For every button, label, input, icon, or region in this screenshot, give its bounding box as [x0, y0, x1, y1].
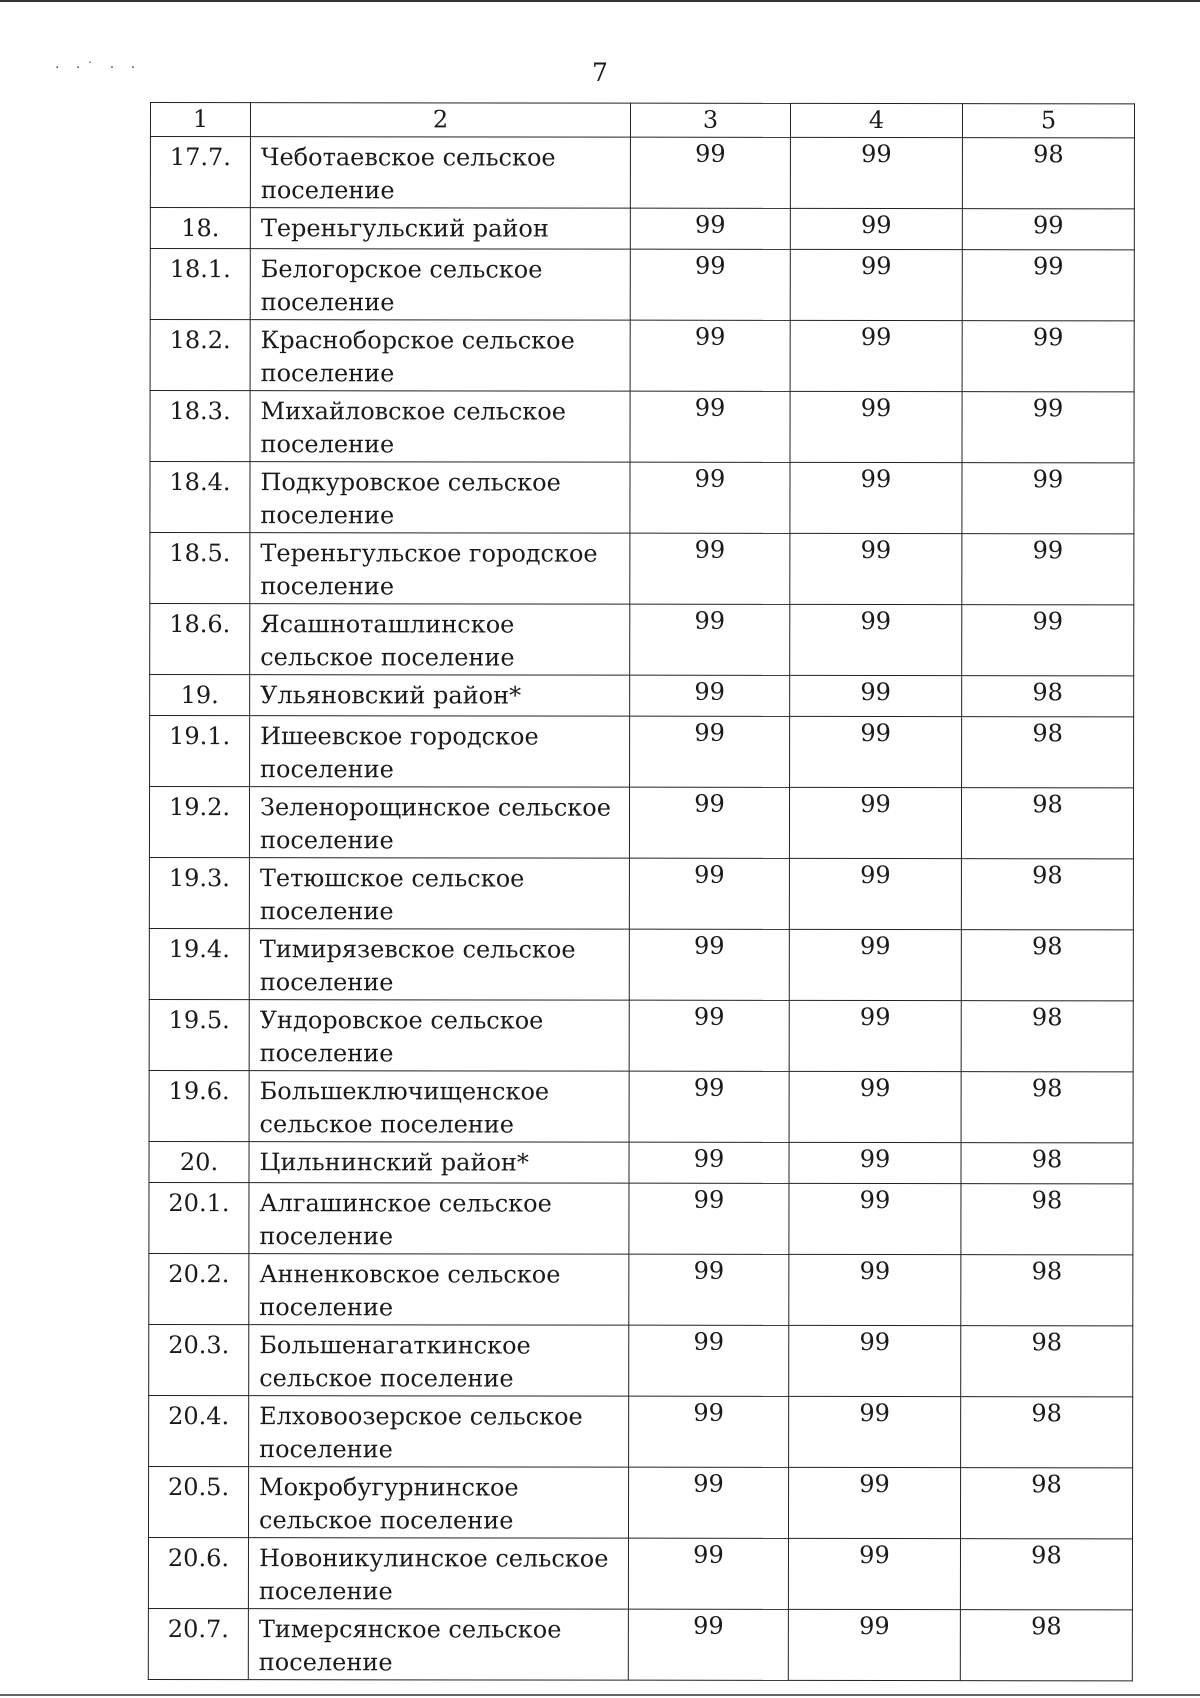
value-cell-col5: 98 [961, 1397, 1133, 1468]
value-cell-col5: 99 [962, 605, 1134, 676]
table-row [150, 391, 1134, 463]
value-cell-col3: 99 [630, 716, 790, 787]
value-cell-col5: 98 [962, 676, 1134, 717]
value-cell-col3: 99 [629, 1183, 789, 1254]
row-number-cell: 20.3. [149, 1324, 249, 1395]
row-number-cell: 19.4. [149, 928, 249, 999]
row-number-cell: 20. [149, 1141, 249, 1182]
value-cell-col5: 98 [961, 1326, 1133, 1397]
settlement-name-cell: Тереньгульское городское поселение [250, 533, 630, 605]
settlement-name-cell: Тимирязевское сельское поселение [249, 929, 629, 1001]
scan-artifact-specks: · ·˙ · · [55, 60, 142, 76]
table-row [149, 787, 1133, 859]
value-cell-col4: 99 [790, 604, 962, 675]
table-row [149, 1070, 1133, 1142]
value-cell-col3: 99 [630, 320, 790, 391]
table-row [150, 533, 1134, 605]
value-cell-col5: 98 [960, 1468, 1132, 1539]
table-row [150, 137, 1134, 209]
page-bottom-rule [0, 1694, 1200, 1696]
table-row [149, 1253, 1133, 1325]
value-cell-col4: 99 [789, 1254, 961, 1325]
value-cell-col3: 99 [630, 462, 790, 533]
row-number-cell: 19.1. [150, 716, 250, 787]
value-cell-col3: 99 [630, 533, 790, 604]
value-cell-col5: 98 [962, 717, 1134, 788]
row-number-cell: 17.7. [150, 137, 250, 208]
settlement-name-cell: Новоникулинское сельское поселение [248, 1538, 628, 1610]
value-cell-col3: 99 [628, 1467, 788, 1538]
row-number-cell: 19.6. [149, 1070, 249, 1141]
value-cell-col4: 99 [790, 249, 962, 320]
row-number-cell: 18.2. [150, 320, 250, 391]
value-cell-col5: 98 [961, 1143, 1133, 1184]
value-cell-col5: 98 [961, 1184, 1133, 1255]
value-cell-col4: 99 [790, 208, 962, 249]
value-cell-col4: 99 [790, 533, 962, 604]
table-row [150, 462, 1134, 534]
settlement-name-cell: Большенагаткинское сельское поселение [249, 1325, 629, 1397]
header-cell-5: 5 [962, 104, 1134, 138]
value-cell-col5: 98 [961, 859, 1133, 930]
settlement-name-cell: Белогорское сельское поселение [250, 249, 630, 321]
value-cell-col5: 99 [962, 209, 1134, 250]
table-row [150, 320, 1134, 392]
settlement-name-cell: Мокробугурнинское сельское поселение [248, 1467, 628, 1539]
settlement-name-cell: Подкуровское сельское поселение [250, 462, 630, 534]
value-cell-col3: 99 [630, 249, 790, 320]
row-number-cell: 20.6. [148, 1537, 248, 1608]
value-cell-col5: 98 [961, 930, 1133, 1001]
value-cell-col5: 98 [961, 788, 1133, 859]
settlement-name-cell: Ульяновский район* [250, 675, 630, 717]
value-cell-col4: 99 [790, 675, 962, 716]
table-row [149, 857, 1133, 929]
table-row [149, 999, 1133, 1071]
settlement-name-cell: Красноборское сельское поселение [250, 320, 630, 392]
row-number-cell: 18.1. [150, 249, 250, 320]
settlement-name-cell: Тимерсянское сельское поселение [248, 1609, 628, 1681]
row-number-cell: 18.5. [150, 533, 250, 604]
value-cell-col5: 99 [962, 534, 1134, 605]
value-cell-col3: 99 [629, 858, 789, 929]
row-number-cell: 19.5. [149, 999, 249, 1070]
header-cell-3: 3 [630, 103, 790, 137]
table-header [150, 103, 1134, 138]
value-cell-col3: 99 [630, 208, 790, 249]
settlement-name-cell: Елховоозерское сельское поселение [249, 1396, 629, 1468]
value-cell-col3: 99 [629, 1254, 789, 1325]
settlement-name-cell: Алгашинское сельское поселение [249, 1183, 629, 1255]
value-cell-col4: 99 [789, 1396, 961, 1467]
row-number-cell: 20.4. [149, 1395, 249, 1466]
table-row [150, 249, 1134, 321]
header-cell-1: 1 [150, 103, 250, 137]
value-cell-col4: 99 [790, 137, 962, 208]
value-cell-col4: 99 [790, 716, 962, 787]
page-top-rule [0, 0, 1200, 2]
value-cell-col5: 98 [960, 1539, 1132, 1610]
value-cell-col4: 99 [789, 1325, 961, 1396]
value-cell-col3: 99 [630, 604, 790, 675]
settlement-name-cell: Ишеевское городское поселение [250, 716, 630, 788]
value-cell-col3: 99 [629, 1325, 789, 1396]
value-cell-col3: 99 [628, 1538, 788, 1609]
value-cell-col4: 99 [789, 858, 961, 929]
settlement-name-cell: Большеключищенское сельское поселение [249, 1071, 629, 1143]
value-cell-col3: 99 [629, 1142, 789, 1183]
value-cell-col5: 99 [962, 392, 1134, 463]
value-cell-col4: 99 [788, 1467, 960, 1538]
settlement-name-cell: Чеботаевское сельское поселение [250, 137, 630, 209]
settlement-name-cell: Анненковское сельское поселение [249, 1254, 629, 1326]
row-number-cell: 20.7. [148, 1608, 248, 1679]
table-row [149, 1324, 1133, 1396]
value-cell-col5: 99 [962, 463, 1134, 534]
value-cell-col3: 99 [629, 1071, 789, 1142]
value-cell-col4: 99 [789, 787, 961, 858]
table-row [149, 928, 1133, 1000]
header-row [150, 103, 1134, 138]
value-cell-col4: 99 [788, 1609, 960, 1680]
value-cell-col4: 99 [789, 1183, 961, 1254]
row-number-cell: 20.2. [149, 1253, 249, 1324]
value-cell-col5: 99 [962, 321, 1134, 392]
row-number-cell: 19.3. [149, 857, 249, 928]
value-cell-col3: 99 [629, 787, 789, 858]
value-cell-col3: 99 [630, 137, 790, 208]
value-cell-col4: 99 [790, 320, 962, 391]
row-number-cell: 20.1. [149, 1182, 249, 1253]
value-cell-col5: 98 [961, 1072, 1133, 1143]
value-cell-col5: 98 [961, 1255, 1133, 1326]
row-number-cell: 19.2. [149, 787, 249, 858]
value-cell-col4: 99 [789, 929, 961, 1000]
table-row [149, 1141, 1133, 1183]
value-cell-col4: 99 [790, 462, 962, 533]
value-cell-col3: 99 [629, 1000, 789, 1071]
settlement-name-cell: Михайловское сельское поселение [250, 391, 630, 463]
settlement-name-cell: Ундоровское сельское поселение [249, 1000, 629, 1072]
value-cell-col4: 99 [789, 1000, 961, 1071]
settlement-name-cell: Зеленорощинское сельское поселение [249, 787, 629, 859]
row-number-cell: 18.3. [150, 391, 250, 462]
table-row [149, 1395, 1133, 1467]
value-cell-col4: 99 [790, 391, 962, 462]
table-row [149, 1182, 1133, 1254]
value-cell-col4: 99 [789, 1142, 961, 1183]
row-number-cell: 18.4. [150, 462, 250, 533]
value-cell-col5: 98 [962, 138, 1134, 209]
row-number-cell: 18.6. [150, 604, 250, 675]
table-row [150, 716, 1134, 788]
settlement-name-cell: Цильнинский район* [249, 1142, 629, 1184]
value-cell-col3: 99 [629, 929, 789, 1000]
page-number: 7 [592, 58, 608, 87]
row-number-cell: 20.5. [148, 1466, 248, 1537]
table-row [150, 675, 1134, 717]
row-number-cell: 18. [150, 208, 250, 249]
value-cell-col3: 99 [630, 391, 790, 462]
table-row [150, 208, 1134, 250]
settlement-name-cell: Ясашноташлинское сельское поселение [250, 604, 630, 676]
value-cell-col5: 98 [960, 1610, 1132, 1681]
value-cell-col4: 99 [788, 1538, 960, 1609]
value-cell-col5: 99 [962, 250, 1134, 321]
header-cell-4: 4 [790, 103, 962, 137]
settlement-name-cell: Тереньгульский район [250, 208, 630, 250]
table-row [148, 1537, 1132, 1609]
table-row [148, 1608, 1132, 1680]
value-cell-col3: 99 [630, 675, 790, 716]
value-cell-col3: 99 [628, 1609, 788, 1680]
value-cell-col3: 99 [629, 1396, 789, 1467]
value-cell-col5: 98 [961, 1001, 1133, 1072]
table-row [148, 1466, 1132, 1538]
value-cell-col4: 99 [789, 1071, 961, 1142]
header-cell-2: 2 [250, 103, 630, 138]
data-table [148, 102, 1135, 1681]
table-body [148, 137, 1134, 1681]
settlement-name-cell: Тетюшское сельское поселение [249, 858, 629, 930]
row-number-cell: 19. [150, 675, 250, 716]
table-row [150, 604, 1134, 676]
